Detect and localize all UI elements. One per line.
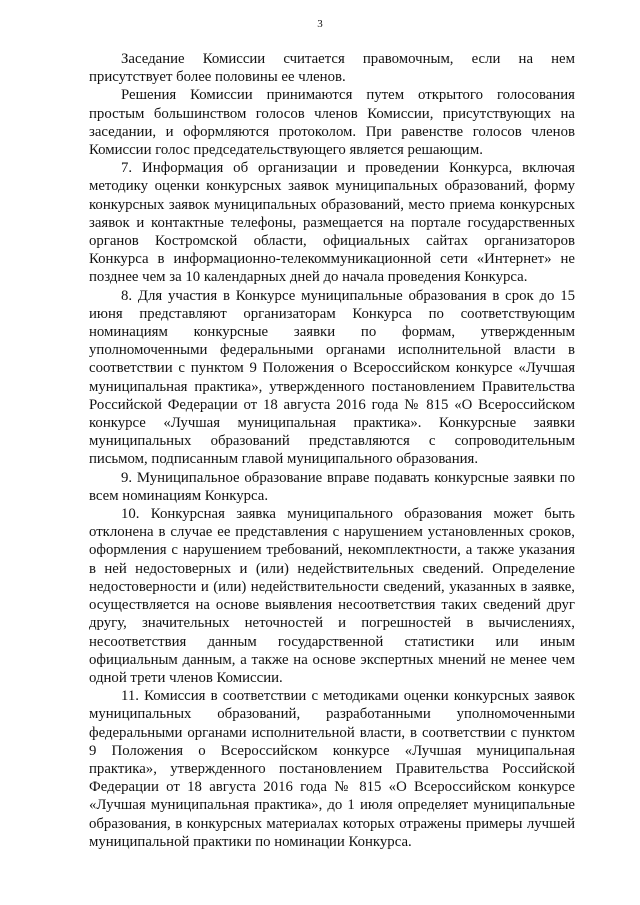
paragraph-decisions: Решения Комиссии принимаются путем открытого голосования простым большинством голосов членов Комиссии, присутствующих на заседании, и оформляются протоколом. При равенстве голосов членов Комиссии голос председательствующего является решающим. [89,87,575,159]
paragraph-quorum: Заседание Комиссии считается правомочным, если на нем присутствует более половины ее членов. [89,51,575,86]
paragraph-9-nominations: 9. Муниципальное образование вправе подавать конкурсные заявки по всем номинациям Конкурса. [89,469,575,504]
paragraph-11-commission: 11. Комиссия в соответствии с методиками оценки конкурсных заявок муниципальных образований, разработанными уполномоченными федеральными органами исполнительной власти, в соответствии с пунктом 9 Положения о Всероссийском конкурсе «Лучшая муниципальная практика», утвержденного постановлением Правительства Российской Федерации от 18 августа 2016 года № 815 «О Всероссийском конкурсе «Лучшая муниципальная практика», до 1 июля определяет муниципальные образования, в конкурсных материалах которых отражены примеры лучшей муниципальной практики по номинации Конкурса. [89,688,575,850]
paragraph-8-participation: 8. Для участия в Конкурсе муниципальные образования в срок до 15 июня представляют организаторам Конкурса по соответствующим номинациям конкурсные заявки по формам, утвержденным уполномоченными федеральными органами исполнительной власти в соответствии с пунктом 9 Положения о Всероссийском конкурсе «Лучшая муниципальная практика», утвержденного постановлением Правительства Российской Федерации от 18 августа 2016 года № 815 «О Всероссийском конкурсе «Лучшая муниципальная практика». Конкурсные заявки муниципальных образований представляются с сопроводительным письмом, подписанным главой муниципального образования. [89,287,575,468]
document-body [89,50,575,851]
page-number: 3 [317,18,323,30]
paragraph-10-rejection: 10. Конкурсная заявка муниципального образования может быть отклонена в случае ее представления с нарушением установленных сроков, оформления с нарушением требований, некомплектности, а также указания в ней недостоверных и (или) недействительных сведений. Определение недостоверности и (или) недействительности сведений, указанных в заявке, осуществляется на основе выявления несоответствия таких сведений друг другу, значительных неточностей и погрешностей в вычислениях, несоответствия данным государственной статистики или иным официальным данным, а также на основе экспертных мнений не менее чем одной трети членов Комиссии. [89,506,575,686]
paragraph-7-information: 7. Информация об организации и проведении Конкурса, включая методику оценки конкурсных заявок муниципальных образований, форму конкурсных заявок муниципальных образований, место приема конкурсных заявок и контактные телефоны, размещается на портале государственных органов Костромской области, официальных сайтах организаторов Конкурса в информационно-телекоммуникационной сети «Интернет» не позднее чем за 10 календарных дней до начала проведения Конкурса. [89,160,575,286]
